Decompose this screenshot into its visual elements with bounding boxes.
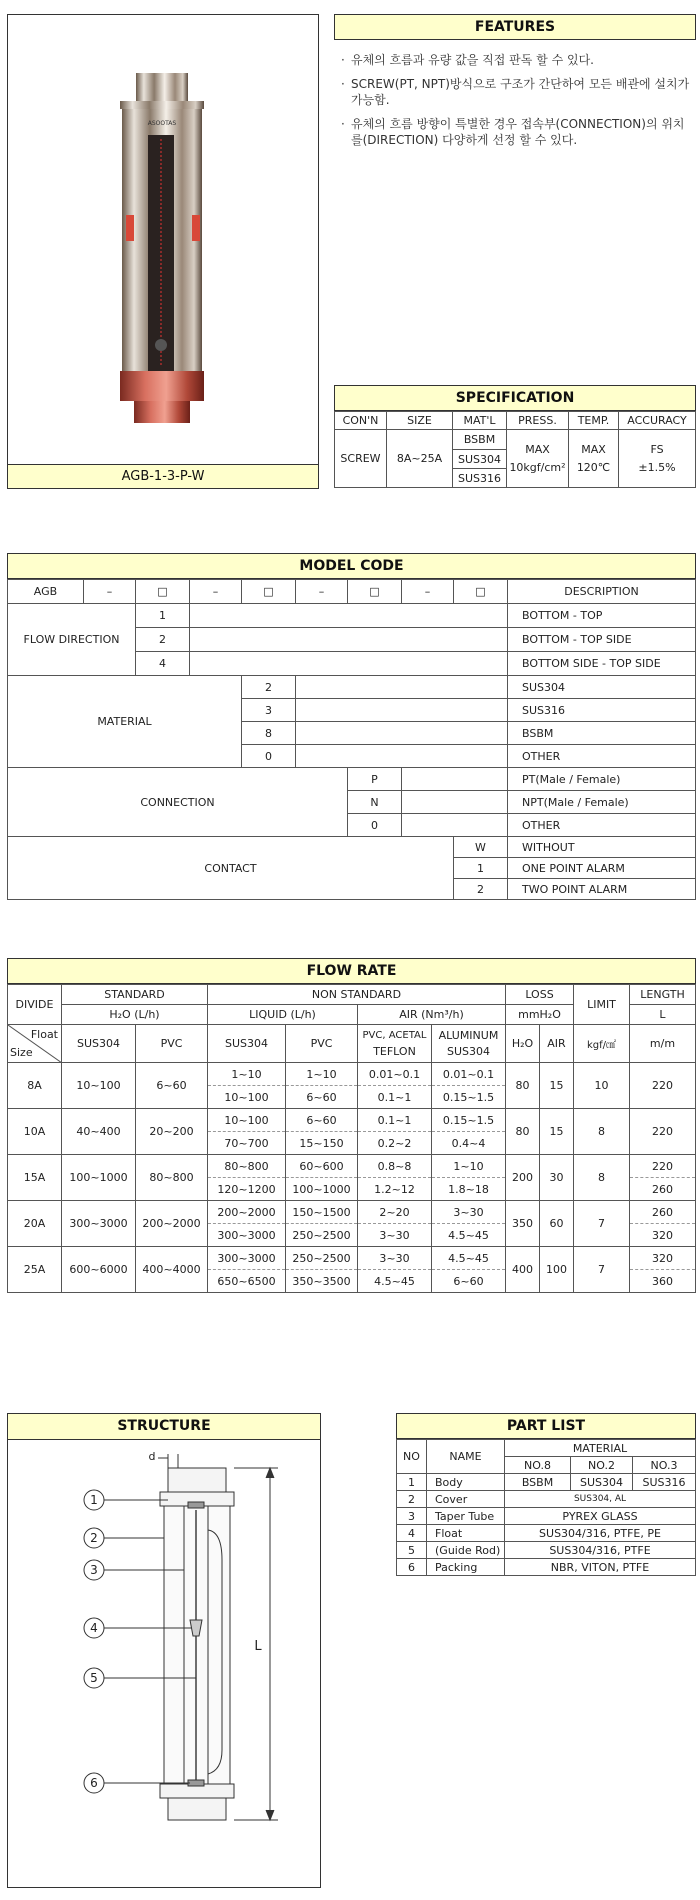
product-image-box [7, 14, 319, 489]
spec-accuracy [619, 430, 696, 488]
model-code-value: 4 [136, 652, 190, 676]
fr-loss-h2o: 80 [506, 1109, 540, 1155]
part-list-row [397, 1559, 696, 1576]
fr-air-header: AIR (Nm³/h) [358, 1005, 506, 1025]
fr-std-pvc: 6~60 [136, 1063, 208, 1109]
fr-air-teflon: 0.2~2 [358, 1132, 432, 1155]
fr-h2o-header: H₂O (L/h) [62, 1005, 208, 1025]
model-code-value: 3 [242, 699, 296, 722]
pl-material: SUS316 [633, 1474, 696, 1491]
pl-name: Cover [427, 1491, 505, 1508]
fr-pvc-acetal-label: PVC, ACETAL [362, 1029, 427, 1041]
fr-length: 320 [630, 1224, 696, 1247]
model-code-box: □ [454, 580, 508, 604]
fr-loss-air: 15 [540, 1063, 574, 1109]
part-list-body [397, 1474, 696, 1576]
pl-no: 2 [397, 1491, 427, 1508]
fr-std-pvc: 20~200 [136, 1109, 208, 1155]
pl-name: (Guide Rod) [427, 1542, 505, 1559]
fr-loss-h2o: 400 [506, 1247, 540, 1293]
fr-liq-sus304: 200~2000 [208, 1201, 286, 1224]
model-code-dash: – [84, 580, 136, 604]
fr-liq-sus304: 70~700 [208, 1132, 286, 1155]
fr-teflon-header [358, 1025, 432, 1063]
fr-limit-header: LIMIT [574, 985, 630, 1025]
pl-no2-header: NO.2 [571, 1457, 633, 1474]
fr-std-pvc: 400~4000 [136, 1247, 208, 1293]
part-list-row [397, 1542, 696, 1559]
fr-aluminum-sus304-label: SUS304 [446, 1044, 490, 1058]
spec-temp-max: MAX [581, 442, 606, 456]
structure-dim-l: L [254, 1639, 262, 1654]
fr-size: 20A [8, 1201, 62, 1247]
flowmeter-photo [8, 15, 318, 465]
model-code-value: 2 [454, 879, 508, 900]
spec-material: SUS304 [453, 450, 507, 469]
fr-size: 15A [8, 1155, 62, 1201]
part-list-row [397, 1525, 696, 1542]
model-code-value: P [348, 768, 402, 791]
fr-loss-air: 100 [540, 1247, 574, 1293]
model-code-desc: BOTTOM - TOP SIDE [508, 628, 696, 652]
spec-material: BSBM [453, 430, 507, 450]
structure-label-4: 4 [90, 1621, 98, 1635]
fr-limit: 10 [574, 1063, 630, 1109]
fr-std-pvc: 200~2000 [136, 1201, 208, 1247]
model-code-value: W [454, 837, 508, 858]
part-list-header: PART LIST [396, 1413, 696, 1439]
fr-size-label: Size [10, 1046, 33, 1059]
fr-length: 360 [630, 1270, 696, 1293]
model-code-dash: – [190, 580, 242, 604]
model-code-box: □ [136, 580, 190, 604]
material-label: MATERIAL [8, 676, 242, 768]
fr-nonstandard-header: NON STANDARD [208, 985, 506, 1005]
fr-air-aluminum: 0.4~4 [432, 1132, 506, 1155]
model-code-desc: BOTTOM - TOP [508, 604, 696, 628]
model-code-box: □ [242, 580, 296, 604]
fr-teflon-label: TEFLON [373, 1044, 416, 1058]
model-code-dash: – [402, 580, 454, 604]
model-code-value: 0 [242, 745, 296, 768]
spec-header-cell: CON'N [335, 412, 387, 430]
structure-label-5: 5 [90, 1671, 98, 1685]
fr-air-aluminum: 0.15~1.5 [432, 1109, 506, 1132]
fr-liq-pvc: 1~10 [286, 1063, 358, 1086]
spec-header-cell: PRESS. [507, 412, 569, 430]
fr-std-sus304: 100~1000 [62, 1155, 136, 1201]
fr-liq-pvc: 6~60 [286, 1086, 358, 1109]
flow-rate-row [8, 1201, 696, 1224]
spec-header-cell: ACCURACY [619, 412, 696, 430]
fr-air-teflon: 0.1~1 [358, 1109, 432, 1132]
fr-aluminum-label: ALUMINUM [438, 1028, 499, 1042]
fr-air-teflon: 3~30 [358, 1247, 432, 1270]
part-list-row [397, 1474, 696, 1491]
fr-float-label: Float [30, 1028, 58, 1041]
fr-float-size-header [8, 1025, 62, 1063]
fr-liq-pvc: 350~3500 [286, 1270, 358, 1293]
fr-air-teflon: 0.01~0.1 [358, 1063, 432, 1086]
fr-mmh2o-header: mmH₂O [506, 1005, 574, 1025]
fr-air-aluminum: 1~10 [432, 1155, 506, 1178]
structure-label-3: 3 [90, 1563, 98, 1577]
model-code-desc: OTHER [508, 814, 696, 837]
model-code-value: 1 [136, 604, 190, 628]
model-code-value: 0 [348, 814, 402, 837]
contact-label: CONTACT [8, 837, 454, 900]
flow-rate-header: FLOW RATE [7, 958, 696, 984]
fr-air-aluminum: 3~30 [432, 1201, 506, 1224]
model-code-desc: TWO POINT ALARM [508, 879, 696, 900]
model-code-value: 2 [136, 628, 190, 652]
spec-header-cell: TEMP. [569, 412, 619, 430]
fr-standard-header: STANDARD [62, 985, 208, 1005]
pl-material: SUS304, AL [505, 1491, 696, 1508]
flow-rate-section [7, 958, 696, 1293]
spec-press-value: 10kgf/cm² [509, 460, 566, 474]
features-header: FEATURES [334, 14, 696, 40]
flow-rate-row [8, 1109, 696, 1132]
fr-air-aluminum: 0.01~0.1 [432, 1063, 506, 1086]
fr-loss-air: 30 [540, 1155, 574, 1201]
features-list [337, 52, 695, 156]
fr-loss-h2o: 200 [506, 1155, 540, 1201]
feature-item: · 유체의 흐름과 유량 값을 직접 판독 할 수 있다. [337, 52, 695, 68]
specification-section [334, 385, 696, 488]
structure-section [7, 1413, 321, 1888]
fr-length: 320 [630, 1247, 696, 1270]
fr-length: 220 [630, 1109, 696, 1155]
pl-name: Taper Tube [427, 1508, 505, 1525]
fr-air-teflon: 1.2~12 [358, 1178, 432, 1201]
fr-pvc-header: PVC [136, 1025, 208, 1063]
spec-press-max: MAX [525, 442, 550, 456]
fr-liq-sus304: 1~10 [208, 1063, 286, 1086]
model-code-dash: – [296, 580, 348, 604]
fr-air-teflon: 2~20 [358, 1201, 432, 1224]
fr-limit: 8 [574, 1109, 630, 1155]
fr-air-teflon: 0.8~8 [358, 1155, 432, 1178]
fr-air-teflon: 4.5~45 [358, 1270, 432, 1293]
feature-item: · SCREW(PT, NPT)방식으로 구조가 간단하여 모든 배관에 설치가 가능함. [337, 76, 695, 108]
fr-air-teflon: 0.1~1 [358, 1086, 432, 1109]
pl-no: 6 [397, 1559, 427, 1576]
model-code-prefix: AGB [8, 580, 84, 604]
spec-temp [569, 430, 619, 488]
fr-liq-sus304: 650~6500 [208, 1270, 286, 1293]
fr-liq-sus304: 120~1200 [208, 1178, 286, 1201]
model-code-desc: PT(Male / Female) [508, 768, 696, 791]
product-caption: AGB-1-3-P-W [8, 464, 318, 488]
flow-rate-row [8, 1155, 696, 1178]
brand-label-text: ASOOTAS [147, 120, 177, 127]
fr-liq-sus304: 80~800 [208, 1155, 286, 1178]
model-code-desc: BOTTOM SIDE - TOP SIDE [508, 652, 696, 676]
fr-std-sus304: 10~100 [62, 1063, 136, 1109]
model-code-value: N [348, 791, 402, 814]
fr-loss-air: 15 [540, 1109, 574, 1155]
pl-no8-header: NO.8 [505, 1457, 571, 1474]
fr-length: 220 [630, 1155, 696, 1178]
pl-material: SUS304/316, PTFE, PE [505, 1525, 696, 1542]
pl-material: SUS304/316, PTFE [505, 1542, 696, 1559]
pl-no: 1 [397, 1474, 427, 1491]
fr-air-aluminum: 1.8~18 [432, 1178, 506, 1201]
spec-accuracy-fs: FS [650, 442, 664, 456]
fr-liq-pvc: 60~600 [286, 1155, 358, 1178]
flow-rate-row [8, 1063, 696, 1086]
model-code-desc: OTHER [508, 745, 696, 768]
model-code-box: □ [348, 580, 402, 604]
fr-divide-header: DIVIDE [8, 985, 62, 1025]
model-code-desc: ONE POINT ALARM [508, 858, 696, 879]
fr-sus304-header: SUS304 [62, 1025, 136, 1063]
feature-item: · 유체의 흐름 방향이 특별한 경우 접속부(CONNECTION)의 위치를(DIRECTION) 다양하게 선정 할 수 있다. [337, 116, 695, 148]
specification-header: SPECIFICATION [334, 385, 696, 411]
model-code-value: 2 [242, 676, 296, 699]
fr-l-header: L [630, 1005, 696, 1025]
pl-material: BSBM [505, 1474, 571, 1491]
structure-label-2: 2 [90, 1531, 98, 1545]
pl-no: 3 [397, 1508, 427, 1525]
pl-no: 4 [397, 1525, 427, 1542]
model-code-table [7, 579, 696, 900]
flow-rate-table [7, 984, 696, 1293]
pl-no3-header: NO.3 [633, 1457, 696, 1474]
fr-liq-sus304: 10~100 [208, 1086, 286, 1109]
fr-air-aluminum: 4.5~45 [432, 1224, 506, 1247]
fr-std-sus304: 300~3000 [62, 1201, 136, 1247]
specification-table [334, 411, 696, 488]
spec-accuracy-value: ±1.5% [638, 460, 676, 474]
fr-size: 8A [8, 1063, 62, 1109]
flow-rate-row [8, 1247, 696, 1270]
fr-limit: 8 [574, 1155, 630, 1201]
part-list-table [396, 1439, 696, 1576]
pl-no-header: NO [397, 1440, 427, 1474]
pl-name: Float [427, 1525, 505, 1542]
fr-air-aluminum: 6~60 [432, 1270, 506, 1293]
fr-loss-air: 60 [540, 1201, 574, 1247]
fr-liq-sus304: 300~3000 [208, 1247, 286, 1270]
spec-header-cell: SIZE [387, 412, 453, 430]
structure-drawing [8, 1440, 320, 1887]
fr-size: 25A [8, 1247, 62, 1293]
fr-liq-pvc-header: PVC [286, 1025, 358, 1063]
fr-liq-pvc: 250~2500 [286, 1224, 358, 1247]
pl-material: NBR, VITON, PTFE [505, 1559, 696, 1576]
fr-kgf-header: kgf/㎠ [574, 1025, 630, 1063]
part-list-row [397, 1491, 696, 1508]
spec-conn: SCREW [335, 430, 387, 488]
model-code-desc: NPT(Male / Female) [508, 791, 696, 814]
model-code-value: 1 [454, 858, 508, 879]
fr-air-teflon: 3~30 [358, 1224, 432, 1247]
fr-liq-sus304: 10~100 [208, 1109, 286, 1132]
fr-std-pvc: 80~800 [136, 1155, 208, 1201]
pl-material: PYREX GLASS [505, 1508, 696, 1525]
fr-liq-sus304: 300~3000 [208, 1224, 286, 1247]
structure-dim-d: d [148, 1450, 156, 1463]
model-code-value: 8 [242, 722, 296, 745]
fr-mm-header: m/m [630, 1025, 696, 1063]
flow-rate-body [8, 1063, 696, 1293]
fr-size: 10A [8, 1109, 62, 1155]
spec-temp-value: 120℃ [576, 460, 611, 474]
structure-label-6: 6 [90, 1776, 98, 1790]
fr-loss-header: LOSS [506, 985, 574, 1005]
structure-header: STRUCTURE [8, 1414, 320, 1440]
fr-loss-h2o: 350 [506, 1201, 540, 1247]
model-code-description-header: DESCRIPTION [508, 580, 696, 604]
fr-std-sus304: 600~6000 [62, 1247, 136, 1293]
spec-header-cell: MAT'L [453, 412, 507, 430]
fr-length: 220 [630, 1063, 696, 1109]
model-code-desc: WITHOUT [508, 837, 696, 858]
flow-direction-label: FLOW DIRECTION [8, 604, 136, 676]
connection-label: CONNECTION [8, 768, 348, 837]
fr-length: 260 [630, 1178, 696, 1201]
part-list-section [396, 1413, 696, 1576]
pl-no: 5 [397, 1542, 427, 1559]
spec-press [507, 430, 569, 488]
fr-liq-pvc: 6~60 [286, 1109, 358, 1132]
fr-loss-h2o: 80 [506, 1063, 540, 1109]
model-code-desc: SUS304 [508, 676, 696, 699]
spec-size: 8A~25A [387, 430, 453, 488]
fr-air-aluminum: 0.15~1.5 [432, 1086, 506, 1109]
pl-name-header: NAME [427, 1440, 505, 1474]
part-list-row [397, 1508, 696, 1525]
fr-limit: 7 [574, 1201, 630, 1247]
fr-liquid-header: LIQUID (L/h) [208, 1005, 358, 1025]
model-code-header: MODEL CODE [7, 553, 696, 579]
fr-liq-pvc: 250~2500 [286, 1247, 358, 1270]
pl-material-header: MATERIAL [505, 1440, 696, 1457]
pl-material: SUS304 [571, 1474, 633, 1491]
model-code-desc: SUS316 [508, 699, 696, 722]
model-code-desc: BSBM [508, 722, 696, 745]
spec-material: SUS316 [453, 469, 507, 488]
model-code-section [7, 553, 696, 900]
pl-name: Packing [427, 1559, 505, 1576]
fr-length: 260 [630, 1201, 696, 1224]
fr-liq-pvc: 150~1500 [286, 1201, 358, 1224]
structure-label-1: 1 [90, 1493, 98, 1507]
fr-std-sus304: 40~400 [62, 1109, 136, 1155]
fr-loss-air-header: AIR [540, 1025, 574, 1063]
fr-limit: 7 [574, 1247, 630, 1293]
fr-liq-sus304-header: SUS304 [208, 1025, 286, 1063]
fr-liq-pvc: 15~150 [286, 1132, 358, 1155]
fr-liq-pvc: 100~1000 [286, 1178, 358, 1201]
pl-name: Body [427, 1474, 505, 1491]
fr-length-header: LENGTH [630, 985, 696, 1005]
fr-aluminum-header [432, 1025, 506, 1063]
fr-loss-h2o-header: H₂O [506, 1025, 540, 1063]
fr-air-aluminum: 4.5~45 [432, 1247, 506, 1270]
